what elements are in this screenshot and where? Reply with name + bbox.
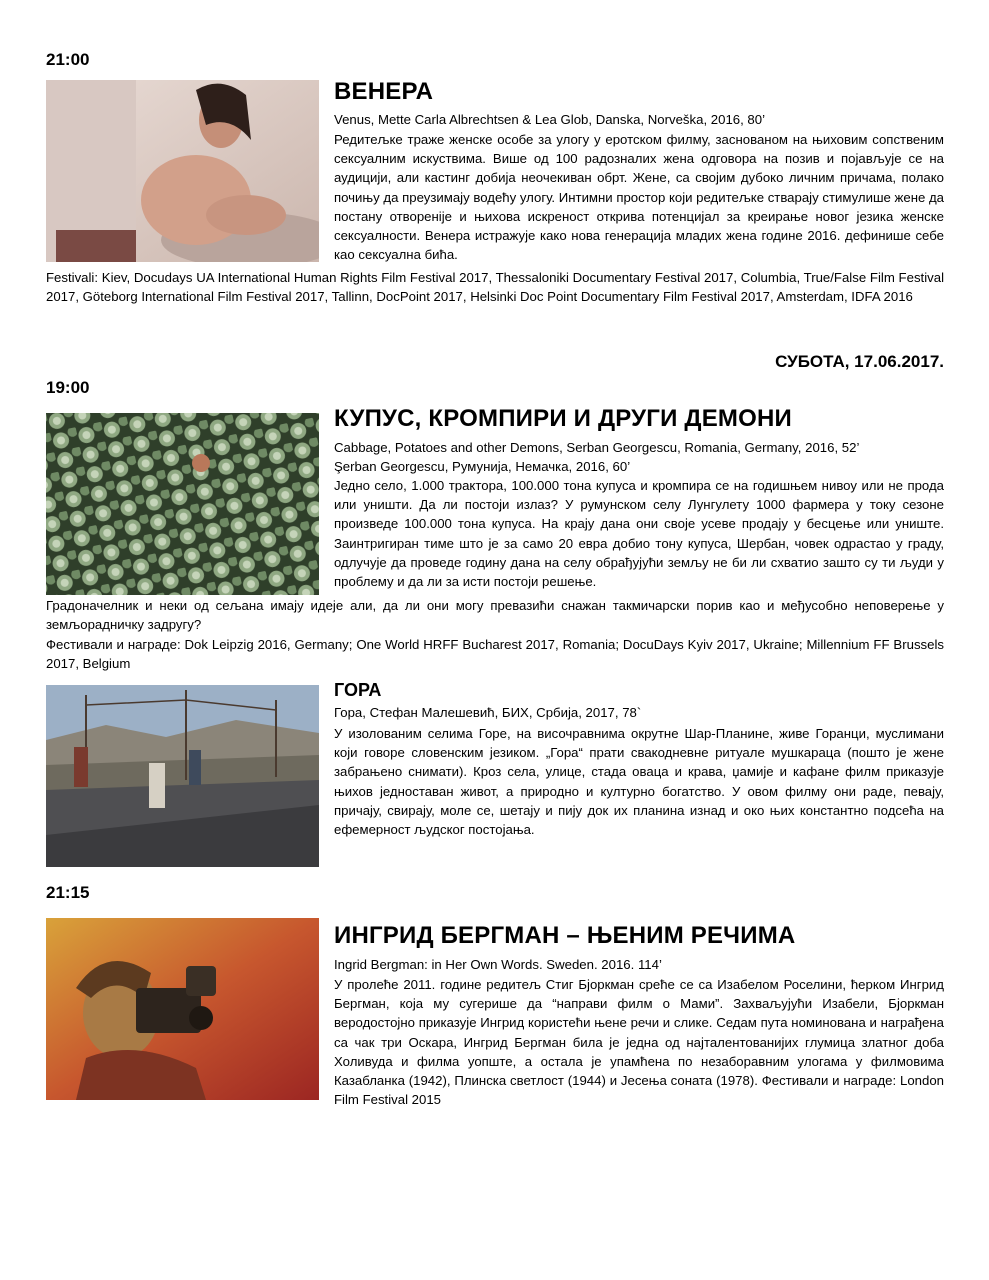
film-description: У пролеће 2011. године редитељ Стиг Бјоркман среће се са Изабелом Роселини, ћерком Ингрид Бергман, која му сугерише да “направи филм о Мами”. Захваљујући Изабели, Бјоркман веродостојно приказује Ингрид користећи њене речи и слике. Седам пута номинована и награђена са чак три Оскара, Ингрид Бергман била је једна од најталентованијих глумица златног доба Холивуда и филма уопште, а остала је упамћена по незаборавним улогама у филмовима Казабланка (1942), Плинска светлост (1944) и Јесења соната (1978). Фестивали и награде: London Film Festival 2015	[334, 977, 944, 1108]
film-title: КУПУС, КРОМПИРИ И ДРУГИ ДЕМОНИ	[334, 405, 792, 432]
film-festivals: Festivali: Kiev, Docudays UA International Human Rights Film Festival 2017, Thessaloniki Documentary Festival 2017, Columbia, True/False Film Festival 2017, Göteborg International Film Festival 2017, Tallinn, DocPoint 2017, Helsinki Doc Point Documentary Film Festival 2017, Amsterdam, IDFA 2016	[46, 270, 944, 305]
film-festivals: Фестивали и награде: Dok Leipzig 2016, Germany; One World HRFF Bucharest 2017, Romania; DocuDays Kyiv 2017, Ukraine; Millennium FF Brussels 2017, Belgium	[46, 637, 944, 672]
film-still-cabbage-field	[46, 413, 319, 595]
film-credits-local: Şerban Georgescu, Румунија, Немачка, 2016, 60’	[334, 459, 631, 474]
screening-time: 21:15	[46, 883, 90, 902]
film-credits: Venus, Mette Carla Albrechtsen & Lea Glob, Danska, Norveška, 2016, 80’	[334, 112, 766, 127]
film-credits: Гора, Стефан Малешевић, БИХ, Србија, 2017, 78`	[334, 705, 642, 720]
film-description: Редитељке траже женске особе за улогу у еротском филму, заснованом на њиховим сопственим сексуалним искуствима. Више од 100 радозналих жена одговора на позив и појављује се на аудицији, али кастинг добија неочекиван обрт. Жене, са својим дубоко личним причама, полако почињу да преузимају водећу улогу. Интимни простор који редитељке стварају стимулише жене да постану отворенije и њихова искреност открива потенцијал за креирање новог језика женске сексуалности. Венера истражује како нова генерација младих жена године 2016. дефинише себе као сексуална бића.	[334, 132, 944, 263]
screening-time: 21:00	[46, 50, 90, 69]
film-description-continued: Градоначелник и неки од сељана имају идеје али, да ли они могу превазићи снажан такмичарски порив као и међусобно неповерење у земљорадничку задругу?	[46, 598, 944, 633]
date-heading: СУБОТА, 17.06.2017.	[775, 352, 944, 371]
screening-time: 19:00	[46, 378, 90, 397]
film-still-ingrid-bergman	[46, 918, 319, 1100]
film-still-gora	[46, 685, 319, 867]
film-title: ИНГРИД БЕРГМАН – ЊЕНИМ РЕЧИМА	[334, 922, 796, 949]
film-still-venus	[46, 80, 319, 262]
film-description: У изолованим селима Горе, на височравнима окрутне Шар-Планине, живе Горанци, муслимани који говоре словенским језиком. „Гора“ прати свакодневне ритуале мушкараца (пошто је жене забрањено снимати). Кроз села, улице, стада оваца и крава, џамије и кафане филм приказује њихов једноставан живот, а природно и културно богатство. У овом филму они раде, певају, причају, свирају, моле се, шетају и пију док их планина изнад и око њих константно подсећа на ефемерност људског постојања.	[334, 726, 944, 838]
film-title: ВЕНЕРА	[334, 78, 434, 105]
film-description: Једно село, 1.000 трактора, 100.000 тона купуса и кромпира се на годишњем нивоу или не прода или уништи. Да ли постоји излаз? У румунском селу Лунгулету 1000 фармера у току сезоне произведе 100.000 тона купуса. На крају дана они своје усеве продају у бесцење или униште. Заинтригиран тиме што је за само 20 евра добио тону купуса, Шербан, човек одрастао у граду, одлучује да проведе годину дана на селу обрађујући земљу не би ли схватио зашто су ти људи у проблему и да ли за исти постоји решење.	[334, 478, 944, 590]
film-credits: Ingrid Bergman: in Her Own Words. Sweden. 2016. 114’	[334, 957, 662, 972]
film-title: ГОРА	[334, 680, 382, 700]
film-credits: Cabbage, Potatoes and other Demons, Serban Georgescu, Romania, Germany, 2016, 52’	[334, 440, 860, 455]
